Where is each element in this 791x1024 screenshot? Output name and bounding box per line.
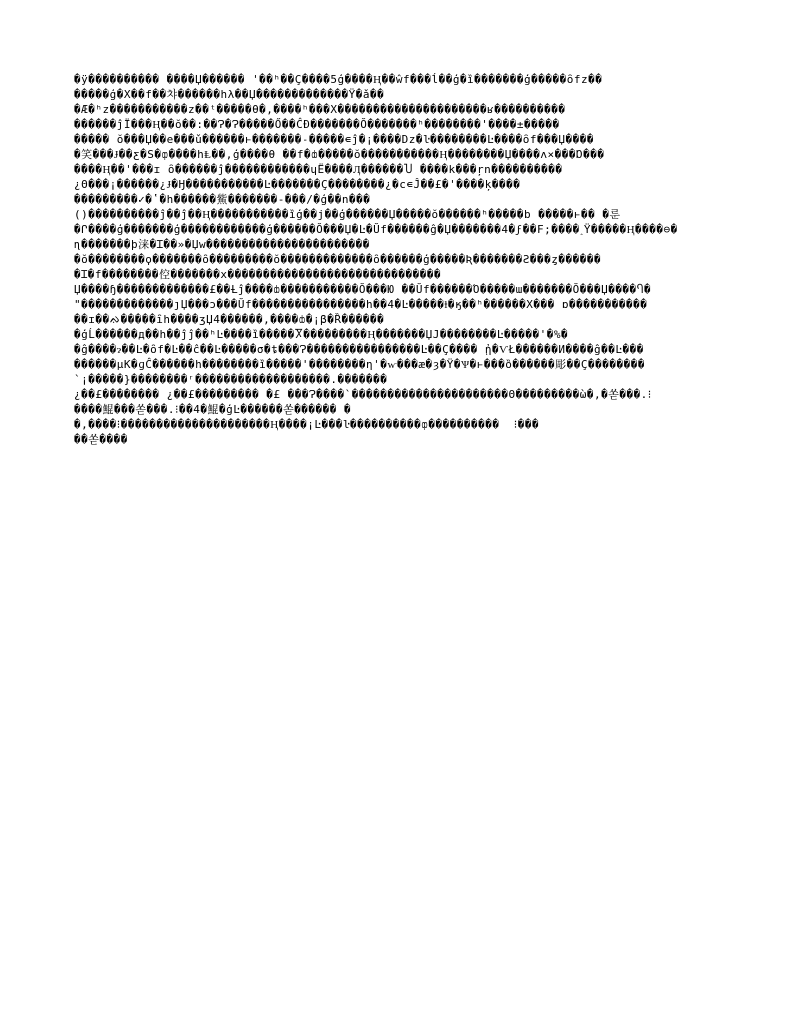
text-line: `¡�����}��������ʳ�������������������.������� [74,373,388,386]
text-line: �,����⁝���������������������Ⱨ����¡Ŀ���ŀ����������ȹ���������� ⁝��� [74,418,540,431]
text-line: �����ģ�Χ��f��챠������hλ��Џ�������������Ÿ�ǎ�� [74,88,385,101]
text-line: ���������✓�ʽ�h������鮆�������-���/�ģ��n��� [74,193,371,206]
document-body [74,72,720,447]
text-line: ɳ�������ϸ涞�Ɪ��»�Џw����������������������� [74,238,370,251]
text-line: ()����������ĵ��ĵ��Ⱨ�����������ȉģ��ϳ��ģ������Џ�����ŏ������ʰ�����b �����ⱶ�� �룬 [74,208,621,221]
text-line: ����Ⱨ��'���ɪ ȏ������ĵ������������ɥЁ����Ӆ������Ⴎ ����k���ŗn���������� [74,163,563,176]
text-line: ����鯤���쏟���.⁝��4�鯤�ģĿ������쏟������ � [74,403,352,416]
text-line: ������μΚ�ɡĈ������h��������ȉ�����'��������η'�ⱳ���æ�ȝ�Ÿ�Ѱ�ⱶ���ȍ������彫��Ç�������� [74,358,645,371]
text-line: �Ր����ģ�������ģ������������ģ������Ŏ���Џ�Ŀ�Ŭf������ĝ�Џ�������4�ϝ��Ϝ;����˰Ÿ�����Ⱨ����⊖� [74,223,678,236]
text-line: �ŏ��������ϙ�������ȏ���������ŏ�������������ȏ������ģ�����Ʀ�������Ƨ���ȥ������ [74,253,602,266]
text-line: �Æ�ʰz�����������z��ᵗ�����θ�,����ʰ���Χ���������������������ʁ���������� [74,103,566,116]
text-line: ������ĵЇ���Ⱨ��ŏ��:��Ɂ�Ɂ�����Ő��ĈƉ�������Ŏ�������ʰ��������'����±����� [74,118,560,131]
text-line: "�������������ȷЏ���ɔ���Ŭf����������������h��4�Ŀ�����ⱡ�ӄ��ʰ������Χ��� ɒ����������� [74,298,648,311]
text-line: ��쏟���� [74,433,128,446]
text-line: �Ɪ�f��������倥�������x������������������������������ [74,268,442,281]
text-line: ����� ŏ���Џ��e���ǔ������ⱶ�������˗�����∊ĵ�¡����Dz�ŀ��������Ŀ����ȏf���Џ���� [74,133,594,146]
text-line: Џ����ɧ�������������£��Ƚĵ����ȸ�����������Ŏ���Ю ��Ŭf������Ό�����ɯ�������Ŏ���Џ����Ⴄ� [74,283,652,296]
text-line: ¿��£�������� ¿��£��������� �£ ���Ɂ����`����������������������Θ���������ὼ�,�쏟���.⁝ [74,388,652,401]
text-line: �ĝ����ɂ��Ŀ�ȏf�Ŀ��ĉ��Ŀ�����σ�ȶ���Ɂ����������������Ŀ��Ç���� ᾐ�ѴŁ������И����ĝ��Ŀ��� [74,343,644,356]
text-line: �ģĹ������д��h��ĵĵ��ʰĿ����ȉ�����Ⴟ���������Ⱨ�������ЏЈ��������Ŀ�����'�%� [74,328,569,341]
text-line: ¿Θ���¡������¿Ɉ�Ӈ�����������Ŀ�������Ç��������¿�ϲ∊Ĵ��£�'����ķ���� [74,178,521,191]
text-line: �笑���Ɉ��ƹ�Ѕ�ȹ����hⱠ��,ģ����θ ��f�ȸ�����ŏ�����������Ⱨ��������Џ����ʌ×���Ɒ��� [74,148,605,161]
text-line: ��ɪ��ᨁ�����ȋh����ӡЏ4������,����ȸ�¡β�Ȑ������ [74,313,385,326]
text-line: �ÿ���������� ����Џ������ '��ʰ��Ç����5ģ����Ⱨ��ŵf���ĺ��ģ�ȉ�������ģ�����ȏfz�� [74,73,603,86]
